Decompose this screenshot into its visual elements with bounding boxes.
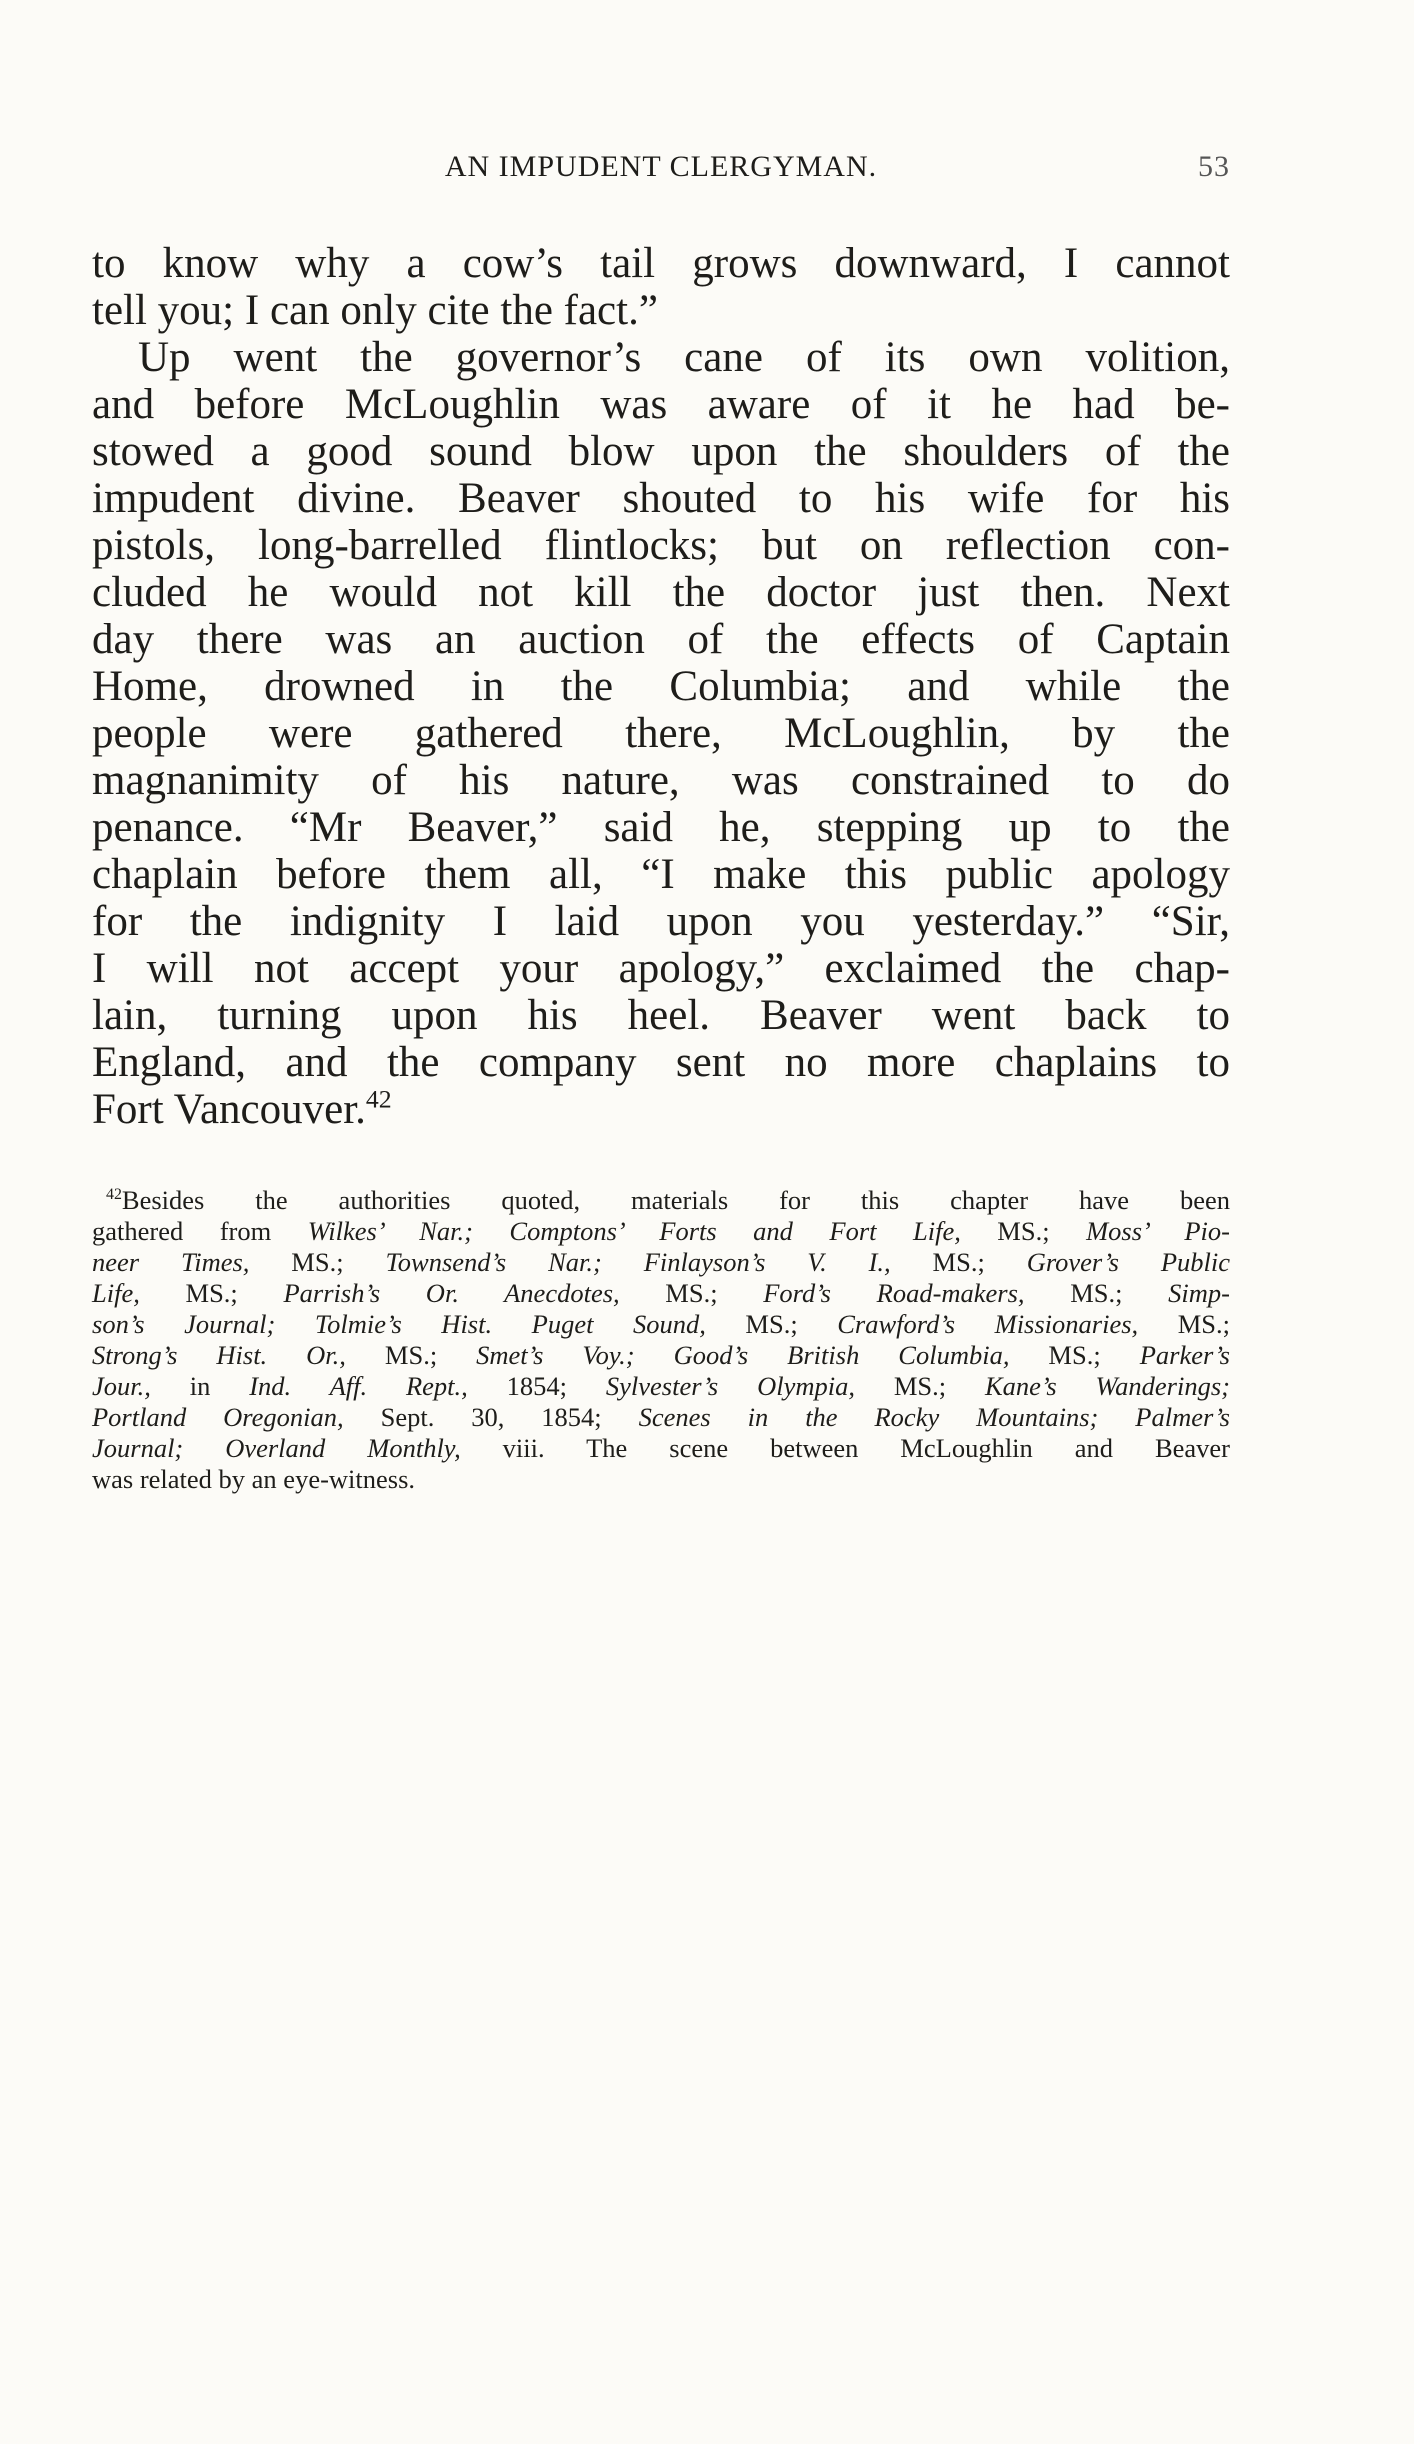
footnote-text: MS.; bbox=[345, 1340, 477, 1370]
footnote-citation: Smet’s Voy.; Good’s British Columbia, bbox=[476, 1340, 1010, 1370]
footnote-citation: Journal; Overland Monthly, bbox=[92, 1433, 461, 1463]
body-line: chaplain before them all, “I make this public apology bbox=[92, 851, 1230, 898]
body-line: day there was an auction of the effects of Captain bbox=[92, 616, 1230, 663]
footnote-line bbox=[92, 1433, 1230, 1464]
footnote-citation: Kane’s Wanderings; bbox=[985, 1371, 1230, 1401]
body-line: Up went the governor’s cane of its own volition, bbox=[138, 334, 1230, 381]
footnote-line bbox=[92, 1340, 1230, 1371]
footnote-text: MS.; bbox=[1009, 1340, 1140, 1370]
body-line: lain, turning upon his heel. Beaver went back to bbox=[92, 992, 1230, 1039]
footnote-citation: Strong’s Hist. Or., bbox=[92, 1340, 346, 1370]
footnote-text: MS.; bbox=[705, 1309, 838, 1339]
footnote-text: gathered from bbox=[92, 1216, 308, 1246]
body-line: stowed a good sound blow upon the shoulders of the bbox=[92, 428, 1230, 475]
footnote-citation: Portland Oregonian, bbox=[92, 1402, 344, 1432]
footnote-line bbox=[92, 1309, 1230, 1340]
running-head bbox=[92, 150, 1230, 190]
footnote-reference: 42 bbox=[365, 1084, 392, 1114]
footnote-text: was related by an eye-witness. bbox=[92, 1464, 416, 1494]
body-line: to know why a cow’s tail grows downward, I cannot bbox=[92, 240, 1230, 287]
footnote-citation: Sylvester’s Olympia, bbox=[605, 1371, 855, 1401]
footnote-text: MS.; bbox=[1138, 1309, 1230, 1339]
footnote-citation: Moss’ Pio- bbox=[1086, 1216, 1230, 1246]
body-line: impudent divine. Beaver shouted to his wife for his bbox=[92, 475, 1230, 522]
body-line: England, and the company sent no more chaplains to bbox=[92, 1039, 1230, 1086]
footnote-citation: Grover’s Public bbox=[1026, 1247, 1230, 1277]
footnote-text: MS.; bbox=[249, 1247, 386, 1277]
footnote-text: MS.; bbox=[1024, 1278, 1169, 1308]
footnote-text: MS.; bbox=[619, 1278, 764, 1308]
footnote-citation: Jour., bbox=[92, 1371, 151, 1401]
footnote-line bbox=[92, 1464, 1230, 1495]
body-line: for the indignity I laid upon you yesterday.” “Sir, bbox=[92, 898, 1230, 945]
footnote-citation: Crawford’s Missionaries, bbox=[837, 1309, 1139, 1339]
body-line: Home, drowned in the Columbia; and while the bbox=[92, 663, 1230, 710]
body-line: penance. “Mr Beaver,” said he, stepping up to the bbox=[92, 804, 1230, 851]
footnote-citation: Life, bbox=[92, 1278, 140, 1308]
footnote-text: in bbox=[150, 1371, 250, 1401]
footnote-citation: Ford’s Road-makers, bbox=[763, 1278, 1025, 1308]
body-line: magnanimity of his nature, was constrained to do bbox=[92, 757, 1230, 804]
footnote-citation: Wilkes’ Nar.; Comptons’ Forts and Fort Life, bbox=[307, 1216, 961, 1246]
body-line: pistols, long-barrelled flintlocks; but on reflection con- bbox=[92, 522, 1230, 569]
footnote bbox=[92, 1185, 1230, 1495]
footnote-citation: Parker’s bbox=[1139, 1340, 1230, 1370]
footnote-text: Sept. 30, 1854; bbox=[343, 1402, 639, 1432]
footnote-text: viii. The scene between McLoughlin and Beaver bbox=[460, 1433, 1230, 1463]
footnote-text: MS.; bbox=[854, 1371, 985, 1401]
page-number: 53 bbox=[1198, 150, 1230, 183]
footnote-text: MS.; bbox=[960, 1216, 1087, 1246]
footnote-citation: Scenes in the Rocky Mountains; Palmer’s bbox=[638, 1402, 1230, 1432]
body-line: tell you; I can only cite the fact.” bbox=[92, 287, 658, 334]
footnote-marker: 42 bbox=[106, 1186, 122, 1204]
footnote-citation: Townsend’s Nar.; Finlayson’s V. I., bbox=[385, 1247, 891, 1277]
footnote-text: MS.; bbox=[139, 1278, 284, 1308]
body-line: I will not accept your apology,” exclaimed the chap- bbox=[92, 945, 1230, 992]
running-head-title: AN IMPUDENT CLERGYMAN. bbox=[444, 150, 878, 183]
body-line: people were gathered there, McLoughlin, by the bbox=[92, 710, 1230, 757]
footnote-text: Besides the authorities quoted, materials for this chapter have been bbox=[121, 1185, 1230, 1215]
footnote-citation: Ind. Aff. Rept., bbox=[249, 1371, 468, 1401]
footnote-text: 1854; bbox=[467, 1371, 606, 1401]
footnote-line bbox=[92, 1216, 1230, 1247]
footnote-line bbox=[92, 1278, 1230, 1309]
footnote-citation: son’s Journal; Tolmie’s Hist. Puget Sound, bbox=[92, 1309, 706, 1339]
footnote-text: MS.; bbox=[890, 1247, 1027, 1277]
body-line: and before McLoughlin was aware of it he had be- bbox=[92, 381, 1230, 428]
footnote-line bbox=[92, 1402, 1230, 1433]
footnote-citation: Parrish’s Or. Anecdotes, bbox=[283, 1278, 620, 1308]
footnote-line bbox=[92, 1185, 1230, 1216]
footnote-line bbox=[92, 1247, 1230, 1278]
footnote-citation: neer Times, bbox=[92, 1247, 250, 1277]
footnote-line bbox=[92, 1371, 1230, 1402]
footnote-citation: Simp- bbox=[1168, 1278, 1230, 1308]
body-text bbox=[92, 240, 1230, 1133]
body-line: Fort Vancouver.$^{42}$ bbox=[92, 1084, 392, 1133]
body-line: cluded he would not kill the doctor just then. Next bbox=[92, 569, 1230, 616]
